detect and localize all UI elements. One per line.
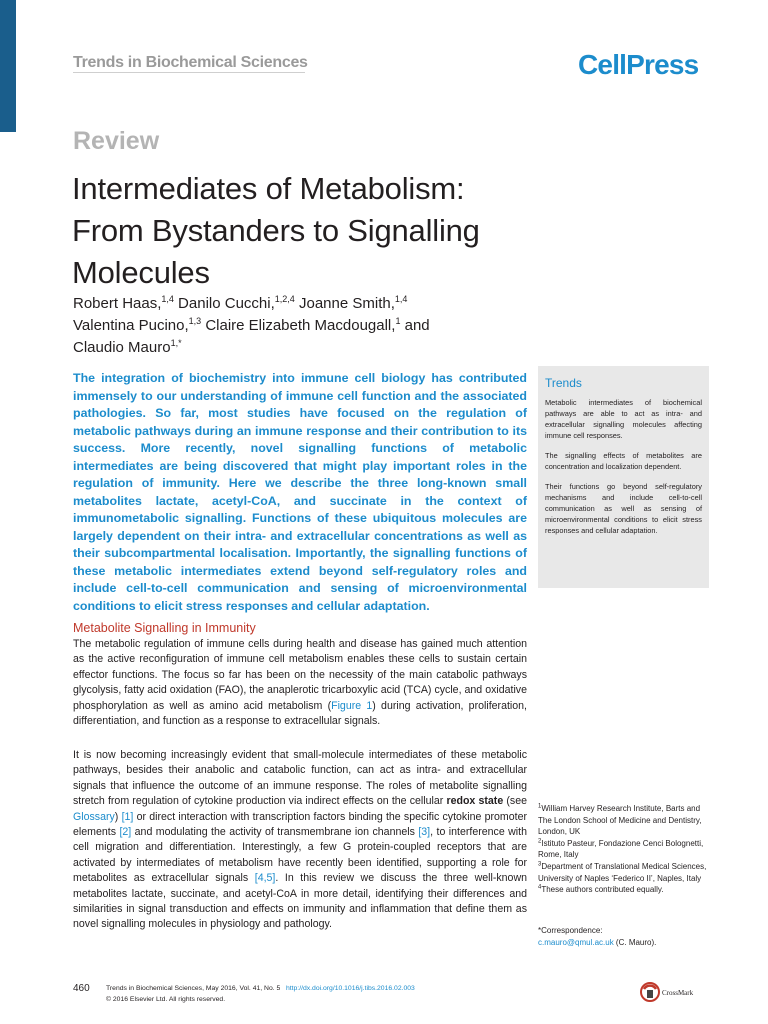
copyright: © 2016 Elsevier Ltd. All rights reserved. bbox=[106, 995, 226, 1003]
author-name: Valentina Pucino, bbox=[73, 317, 189, 334]
author-affiliation-marker: 1,2,4 bbox=[274, 294, 295, 304]
correspondence-name: (C. Mauro). bbox=[613, 937, 657, 947]
trends-item: The signalling effects of metabolites are concentration and localization dependent. bbox=[545, 451, 702, 471]
body-paragraph bbox=[73, 748, 527, 933]
affiliation-marker: 2 bbox=[538, 838, 542, 845]
affiliation-item bbox=[538, 884, 714, 896]
paragraph-text: , to interference with cell migration and differentiation. Interestingly, a few G protein-coupled receptors that are activated by intermediates of metabolism have recently been identified, supporting a role for metabolites as extracellular signals bbox=[73, 826, 528, 885]
paragraph-text: (see bbox=[503, 795, 527, 808]
affiliations bbox=[538, 803, 714, 896]
affiliation-item bbox=[538, 838, 714, 861]
reference-link[interactable]: [1] bbox=[121, 810, 134, 823]
title-line: Intermediates of Metabolism: bbox=[72, 171, 465, 206]
crossmark-label: CrossMark bbox=[662, 989, 694, 997]
crossmark-icon[interactable] bbox=[640, 980, 700, 1004]
author-affiliation-marker: 1 bbox=[395, 316, 401, 326]
author-affiliation-marker: 1,* bbox=[170, 338, 182, 348]
section-heading: Metabolite Signalling in Immunity bbox=[73, 621, 256, 635]
author-affiliation-marker: 1,4 bbox=[394, 294, 408, 304]
author-affiliation-marker: 1,4 bbox=[161, 294, 174, 304]
trends-item: Metabolic intermediates of biochemical pathways are able to act as intra- and extracellular signalling molecules affecting immune cell responses. bbox=[545, 398, 702, 440]
doi-link[interactable]: http://dx.doi.org/10.1016/j.tibs.2016.02.003 bbox=[285, 985, 415, 992]
paragraph-text: ) during activation, proliferation, differentiation, and function as a response to extracellular signals. bbox=[73, 699, 527, 728]
paragraph-text: It is now becoming increasingly evident that small-molecule intermediates of these metabolic pathways, besides their anabolic and catabolic function, can act as intra- and extracellular signals that influence the outcome of an immune response. The roles of metabolite signalling stretch from regulation of cytokine production via indirect effects on the cellular bbox=[73, 749, 527, 808]
left-accent-bar bbox=[0, 0, 16, 132]
title-line: From Bystanders to Signalling bbox=[72, 213, 480, 248]
paragraph-text: The metabolic regulation of immune cells during health and disease has gained much attention as the active reconfiguration of immune cell metabolism enables these cells to sustain certain effector functions. The focus so far has been on the necessity of the main catabolic pathways glycolysis, fatty acid oxidation (FAO), the anaplerotic tricarboxylic acid (TCA) cycle, and oxidative phosphorylation as well as amino acid metabolism ( bbox=[73, 638, 527, 712]
publisher-logo: CellPress bbox=[578, 49, 699, 80]
author-name: Claire Elizabeth Macdougall, bbox=[201, 317, 396, 334]
affiliation-marker: 4 bbox=[538, 884, 542, 891]
page-number: 460 bbox=[73, 983, 90, 994]
glossary-link[interactable]: Glossary bbox=[73, 810, 115, 823]
paragraph-text: or direct interaction with transcription factors binding the specific cytokine promoter elements bbox=[73, 810, 527, 839]
author-name: Claudio Mauro bbox=[73, 339, 171, 356]
author-conjunction: and bbox=[400, 317, 430, 334]
article-type: Review bbox=[73, 127, 160, 155]
affiliation-item bbox=[538, 803, 714, 838]
title-line: Molecules bbox=[72, 255, 210, 290]
affiliation-marker: 3 bbox=[538, 861, 542, 868]
paragraph-text: . In this review we discuss the three well-known metabolites lactate, succinate, and acetyl-CoA in more detail, identifying their differences and similarities in signal transduction and effects on immunity and inflammation that define them as novel signalling molecules in physiology and pathology. bbox=[73, 872, 527, 931]
glossary-term: redox state bbox=[446, 795, 504, 808]
reference-link[interactable]: [2] bbox=[119, 826, 132, 839]
journal-name: Trends in Biochemical Sciences bbox=[73, 54, 308, 71]
affiliation-text: These authors contributed equally. bbox=[541, 885, 664, 895]
figure-link[interactable]: Figure 1 bbox=[331, 699, 373, 712]
affiliation-text: Department of Translational Medical Sciences, University of Naples ‘Federico II’, Naples, Italy bbox=[538, 861, 707, 883]
paragraph-text: ) bbox=[114, 810, 122, 823]
footer-citation-block bbox=[106, 984, 415, 1005]
trends-item: Their functions go beyond self-regulatory mechanisms and include cell-to-cell communication as well as sensing of microenvironmental conditions to elicit stress responses and cellular adaptation. bbox=[545, 482, 702, 535]
correspondence-label: *Correspondence: bbox=[538, 926, 603, 935]
correspondence bbox=[538, 925, 714, 948]
body-paragraph bbox=[73, 637, 527, 729]
affiliation-marker: 1 bbox=[538, 803, 542, 810]
author-name: Robert Haas, bbox=[73, 295, 162, 312]
footer-citation: Trends in Biochemical Sciences, May 2016, Vol. 41, No. 5 bbox=[106, 985, 281, 992]
affiliation-item bbox=[538, 861, 714, 884]
trends-title: Trends bbox=[545, 376, 582, 390]
journal-underline bbox=[73, 72, 305, 73]
article-title bbox=[72, 168, 542, 294]
correspondence-email-link[interactable]: c.mauro@qmul.ac.uk bbox=[538, 937, 614, 947]
affiliation-text: William Harvey Research Institute, Barts and The London School of Medicine and Dentistry, London, UK bbox=[538, 804, 702, 837]
trends-box bbox=[538, 366, 709, 588]
author-affiliation-marker: 1,3 bbox=[188, 316, 202, 326]
reference-link[interactable]: [4,5] bbox=[254, 872, 276, 885]
author-name: Joanne Smith, bbox=[294, 295, 395, 312]
abstract: The integration of biochemistry into immune cell biology has contributed immensely to our understanding of immune cell function and the associated pathologies. So far, most studies have focused on the regulation of metabolic pathways during an immune response and their contribution to its success. More recently, novel signalling functions of metabolic intermediates are being discovered that might play important roles in the regulation of immunity. Here we describe the three long-known small metabolites lactate, acetyl-CoA, and succinate in the context of immunometabolic signalling. Functions of these ubiquitous molecules are largely dependent on their intra- and extracellular concentrations as well as their subcompartmental localisation. Importantly, the signalling functions of these metabolic intermediates extend beyond self-regulatory roles and include cell-to-cell communication and sensing of microenvironmental conditions to elicit stress responses and cellular adaptation. bbox=[73, 371, 527, 613]
paragraph-text: and modulating the activity of transmembrane ion channels bbox=[131, 826, 419, 839]
author-list bbox=[73, 293, 543, 359]
reference-link[interactable]: [3] bbox=[418, 826, 431, 839]
affiliation-text: Istituto Pasteur, Fondazione Cenci Bolognetti, Rome, Italy bbox=[538, 838, 704, 860]
author-name: Danilo Cucchi, bbox=[173, 295, 275, 312]
